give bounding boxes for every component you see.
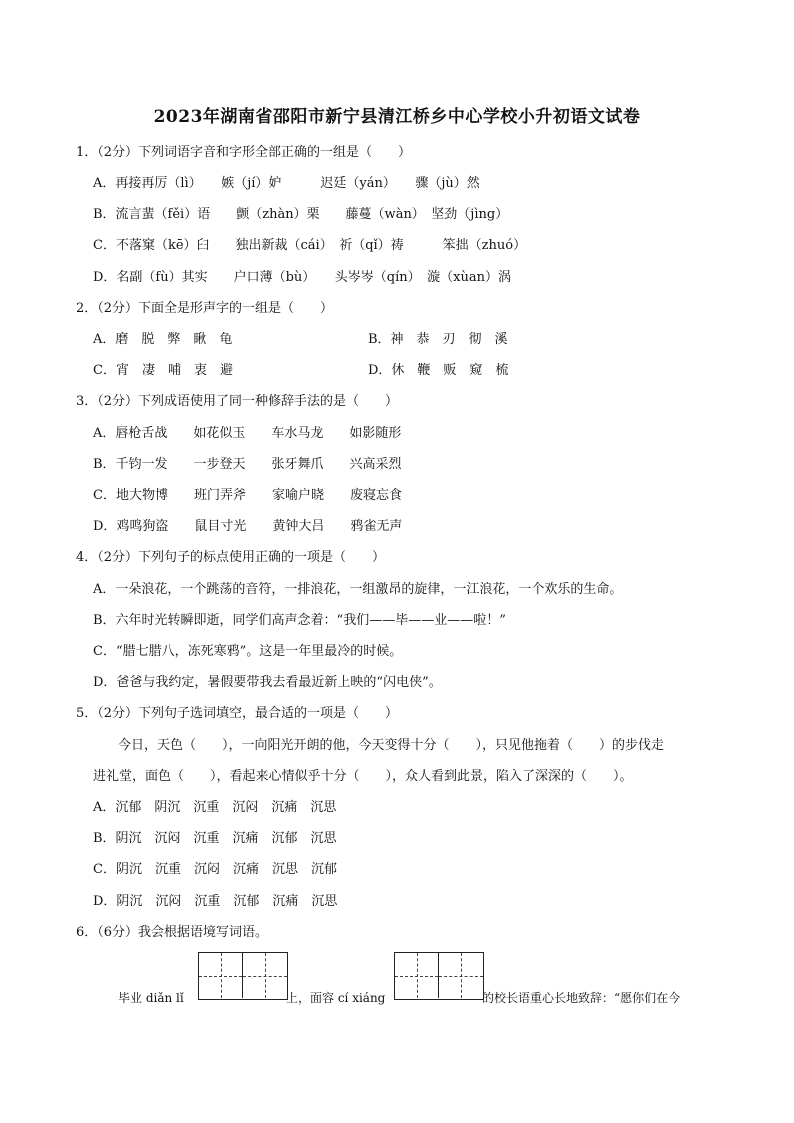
question-1-option-c: C．不落窠（kē）臼 独出新裁（cái） 祈（qǐ）祷 笨拙（zhuó） <box>93 238 527 253</box>
question-3-option-c: C．地大物博 班门弄斧 家喻户晓 废寝忘食 <box>93 488 402 503</box>
writing-grid-cell[interactable] <box>243 953 287 998</box>
question-2-option-d: D．休 鞭 贩 窥 梳 <box>368 363 509 378</box>
question-4-option-b: B．六年时光转瞬即逝，同学们高声念着：“我们——毕——业——啦！” <box>93 613 506 628</box>
writing-grid-1[interactable] <box>198 952 288 1000</box>
question-5-passage-line-2: 进礼堂，面色（ ），看起来心情似乎十分（ ），众人看到此景，陷入了深深的（ ）。 <box>93 769 633 784</box>
question-2-option-a: A．磨 脱 弊 瞅 龟 <box>93 332 233 347</box>
question-3-option-b: B．千钧一发 一步登天 张牙舞爪 兴高采烈 <box>93 457 402 472</box>
question-1-option-b: B．流言蜚（fěi）语 颤（zhàn）栗 藤蔓（wàn） 坚劲（jìng） <box>93 207 509 222</box>
question-5-passage-line-1: 今日，天色（ ），一向阳光开朗的他，今天变得十分（ ），只见他拖着（ ）的步伐走 <box>118 738 665 753</box>
question-2-option-b: B．神 恭 刃 彻 溪 <box>368 332 508 347</box>
question-5-option-d: D．阴沉 沉闷 沉重 沉郁 沉痛 沉思 <box>93 894 338 909</box>
exam-title: 2023年湖南省邵阳市新宁县清江桥乡中心学校小升初语文试卷 <box>153 107 641 127</box>
question-5-stem: 5．（2分）下列句子选词填空，最合适的一项是（ ） <box>76 706 399 721</box>
question-6-text-prefix: 毕业 diǎn lǐ <box>118 991 184 1005</box>
writing-grid-2[interactable] <box>394 952 484 1000</box>
question-3-option-a: A．唇枪舌战 如花似玉 车水马龙 如影随形 <box>93 426 402 441</box>
question-6-stem: 6．（6分）我会根据语境写词语。 <box>76 925 269 940</box>
question-6-text-suffix: 的校长语重心长地致辞：“愿你们在今 <box>482 991 681 1005</box>
question-1-option-d: D．名副（fù）其实 户口薄（bù） 头岑岑（qín） 漩（xùan）涡 <box>93 270 511 285</box>
question-3-option-d: D．鸡鸣狗盗 鼠目寸光 黄钟大吕 鸦雀无声 <box>93 519 403 534</box>
question-5-option-c: C．阴沉 沉重 沉闷 沉痛 沉思 沉郁 <box>93 862 337 877</box>
question-2-stem: 2．（2分）下面全是形声字的一组是（ ） <box>76 301 334 316</box>
question-4-option-d: D．爸爸与我约定，暑假要带我去看最近新上映的“闪电侠”。 <box>93 675 442 690</box>
question-6-text-middle: 上，面容 cí xiáng <box>286 991 386 1005</box>
question-4-stem: 4．（2分）下列句子的标点使用正确的一项是（ ） <box>76 550 386 565</box>
writing-grid-cell[interactable] <box>439 953 483 998</box>
question-1-option-a: A．再接再厉（lì） 嫉（jí）妒 迟廷（yán） 骤（jù）然 <box>93 176 480 191</box>
question-5-option-b: B．阴沉 沉闷 沉重 沉痛 沉郁 沉思 <box>93 831 337 846</box>
writing-grid-cell[interactable] <box>199 953 243 998</box>
question-5-option-a: A．沉郁 阴沉 沉重 沉闷 沉痛 沉思 <box>93 800 337 815</box>
question-1-stem: 1．（2分）下列词语字音和字形全部正确的一组是（ ） <box>76 145 412 160</box>
question-6-fill-row <box>118 952 758 1012</box>
question-4-option-c: C．“腊七腊八，冻死寒鸦”。这是一年里最冷的时候。 <box>93 644 403 659</box>
question-2-option-c: C．宵 凄 哺 衷 避 <box>93 363 233 378</box>
question-4-option-a: A．一朵浪花，一个跳荡的音符，一排浪花，一组激昂的旋律，一江浪花，一个欢乐的生命。 <box>93 582 623 597</box>
writing-grid-cell[interactable] <box>395 953 439 998</box>
question-3-stem: 3．（2分）下列成语使用了同一种修辞手法的是（ ） <box>76 394 399 409</box>
